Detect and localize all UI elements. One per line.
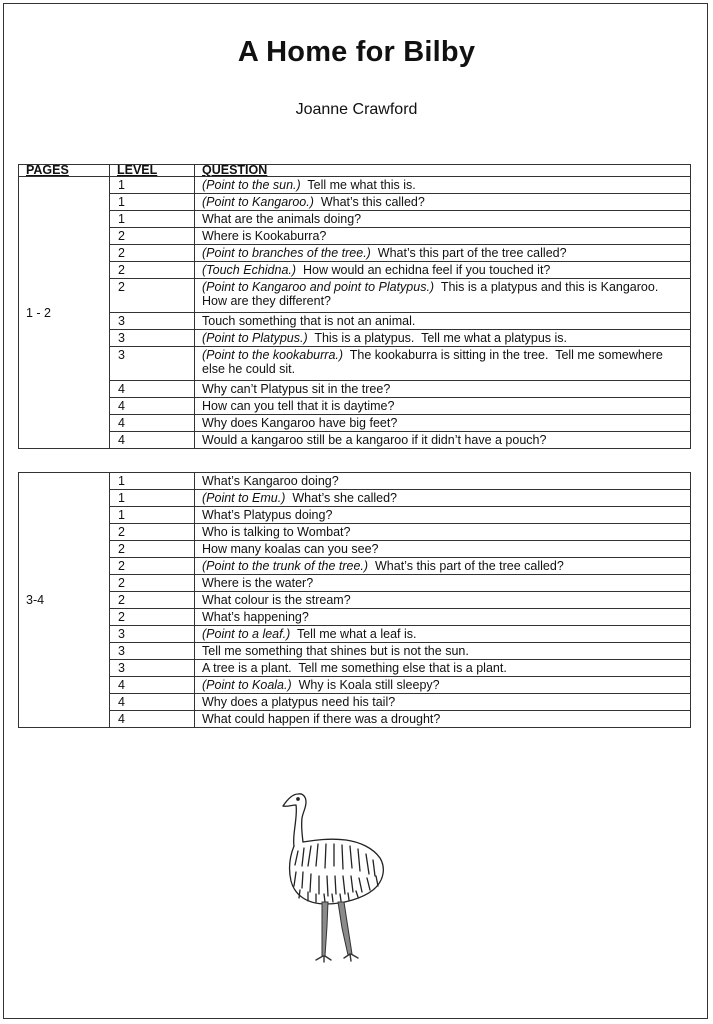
table-row: [19, 490, 691, 507]
question-cell: [195, 575, 691, 592]
question-cell: [195, 279, 691, 313]
question-text: What’s Platypus doing?: [202, 508, 333, 522]
question-text: What colour is the stream?: [202, 593, 351, 607]
question-cell: [195, 228, 691, 245]
table-row: [19, 262, 691, 279]
question-cell: [195, 245, 691, 262]
level-cell: 3: [110, 347, 195, 381]
question-cell: [195, 643, 691, 660]
question-text: Touch something that is not an animal.: [202, 314, 416, 328]
question-instruction: (Point to a leaf.): [202, 627, 291, 641]
question-text: Why does a platypus need his tail?: [202, 695, 396, 709]
level-cell: 4: [110, 711, 195, 728]
question-instruction: (Point to Platypus.): [202, 331, 308, 345]
table-row: [19, 507, 691, 524]
question-cell: [195, 194, 691, 211]
question-cell: [195, 330, 691, 347]
table-row: [19, 592, 691, 609]
table-row: [19, 211, 691, 228]
question-text: What’s happening?: [202, 610, 309, 624]
question-text: This is a platypus. Tell me what a platypus is.: [307, 331, 567, 345]
level-cell: 2: [110, 245, 195, 262]
level-cell: 4: [110, 432, 195, 449]
table-row: [19, 330, 691, 347]
level-cell: 4: [110, 415, 195, 432]
question-text: This is a platypus and this is Kangaroo. How are they different?: [202, 280, 666, 308]
question-text: Why is Koala still sleepy?: [291, 678, 440, 692]
level-cell: 2: [110, 524, 195, 541]
question-text: What’s she called?: [285, 491, 398, 505]
question-text: The kookaburra is sitting in the tree. Tell me somewhere else he could sit.: [202, 348, 667, 376]
table-row: [19, 245, 691, 262]
table-row: [19, 313, 691, 330]
question-instruction: (Point to branches of the tree.): [202, 246, 371, 260]
table-row: [19, 432, 691, 449]
question-cell: [195, 677, 691, 694]
table-row: [19, 415, 691, 432]
question-cell: [195, 711, 691, 728]
question-cell: [195, 592, 691, 609]
level-cell: 2: [110, 609, 195, 626]
level-cell: 3: [110, 643, 195, 660]
question-cell: [195, 541, 691, 558]
level-cell: 1: [110, 490, 195, 507]
level-cell: 2: [110, 262, 195, 279]
question-text: What’s this part of the tree called?: [368, 559, 564, 573]
table-row: [19, 694, 691, 711]
table-row: [19, 228, 691, 245]
document-title: A Home for Bilby: [237, 36, 476, 68]
table-row: [19, 711, 691, 728]
level-cell: 1: [110, 507, 195, 524]
level-cell: 2: [110, 228, 195, 245]
question-text: A tree is a plant. Tell me something else that is a plant.: [202, 661, 507, 675]
question-cell: [195, 524, 691, 541]
level-cell: 4: [110, 694, 195, 711]
header-question: QUESTION: [195, 165, 691, 177]
level-cell: 4: [110, 381, 195, 398]
table-row: [19, 626, 691, 643]
question-cell: [195, 507, 691, 524]
table-row: [19, 473, 691, 490]
table-header-row: [19, 165, 691, 177]
question-text: Tell me something that shines but is not the sun.: [202, 644, 469, 658]
level-cell: 1: [110, 473, 195, 490]
level-cell: 3: [110, 313, 195, 330]
table-row: [19, 609, 691, 626]
table-row: [19, 347, 691, 381]
question-text: Would a kangaroo still be a kangaroo if it didn’t have a pouch?: [202, 433, 547, 447]
question-text: What’s this part of the tree called?: [370, 246, 567, 260]
level-cell: 3: [110, 660, 195, 677]
question-cell: [195, 694, 691, 711]
pages-cell: 1 - 2: [19, 177, 110, 449]
level-cell: 1: [110, 194, 195, 211]
level-cell: 1: [110, 211, 195, 228]
question-text: What are the animals doing?: [202, 212, 362, 226]
question-text: Where is Kookaburra?: [202, 229, 327, 243]
level-cell: 2: [110, 592, 195, 609]
question-cell: [195, 609, 691, 626]
question-instruction: (Point to Kangaroo and point to Platypus.): [202, 280, 435, 294]
document-author: Joanne Crawford: [295, 101, 418, 118]
level-cell: 3: [110, 330, 195, 347]
question-cell: [195, 660, 691, 677]
question-text: How can you tell that it is daytime?: [202, 399, 395, 413]
question-text: What’s Kangaroo doing?: [202, 474, 339, 488]
level-cell: 3: [110, 626, 195, 643]
level-cell: 4: [110, 398, 195, 415]
question-cell: [195, 262, 691, 279]
question-instruction: (Point to Koala.): [202, 678, 292, 692]
question-cell: [195, 490, 691, 507]
question-cell: [195, 211, 691, 228]
question-cell: [195, 347, 691, 381]
table-row: [19, 524, 691, 541]
level-cell: 1: [110, 177, 195, 194]
question-instruction: (Point to the sun.): [202, 178, 301, 192]
header-pages: PAGES: [19, 165, 110, 177]
question-instruction: (Point to Kangaroo.): [202, 195, 314, 209]
question-text: Tell me what a leaf is.: [290, 627, 417, 641]
question-cell: [195, 626, 691, 643]
question-cell: [195, 313, 691, 330]
level-cell: 2: [110, 558, 195, 575]
level-cell: 2: [110, 279, 195, 313]
question-cell: [195, 415, 691, 432]
pages-cell: 3-4: [19, 473, 110, 728]
table-row: [19, 575, 691, 592]
table-row: [19, 279, 691, 313]
question-text: Why can’t Platypus sit in the tree?: [202, 382, 391, 396]
question-instruction: (Point to Emu.): [202, 491, 286, 505]
level-cell: 4: [110, 677, 195, 694]
question-cell: [195, 432, 691, 449]
questions-table-pages-1-2: [18, 164, 691, 449]
table-row: [19, 660, 691, 677]
question-text: How many koalas can you see?: [202, 542, 379, 556]
questions-table-pages-3-4: [18, 472, 691, 728]
question-cell: [195, 473, 691, 490]
question-text: Why does Kangaroo have big feet?: [202, 416, 398, 430]
header-level: LEVEL: [110, 165, 195, 177]
question-instruction: (Point to the kookaburra.): [202, 348, 344, 362]
question-cell: [195, 177, 691, 194]
table-row: [19, 381, 691, 398]
question-cell: [195, 558, 691, 575]
table-row: [19, 677, 691, 694]
question-text: How would an echidna feel if you touched it?: [296, 263, 551, 277]
table-row: [19, 194, 691, 211]
table-row: [19, 541, 691, 558]
table-row: [19, 643, 691, 660]
question-cell: [195, 398, 691, 415]
question-text: Tell me what this is.: [300, 178, 416, 192]
question-instruction: (Point to the trunk of the tree.): [202, 559, 369, 573]
emu-illustration-icon: [278, 786, 393, 964]
question-text: What could happen if there was a drought?: [202, 712, 441, 726]
level-cell: 2: [110, 541, 195, 558]
table-row: [19, 398, 691, 415]
table-row: [19, 177, 691, 194]
question-text: Where is the water?: [202, 576, 314, 590]
level-cell: 2: [110, 575, 195, 592]
question-instruction: (Touch Echidna.): [202, 263, 297, 277]
question-text: What’s this called?: [313, 195, 425, 209]
question-cell: [195, 381, 691, 398]
table-row: [19, 558, 691, 575]
question-text: Who is talking to Wombat?: [202, 525, 351, 539]
